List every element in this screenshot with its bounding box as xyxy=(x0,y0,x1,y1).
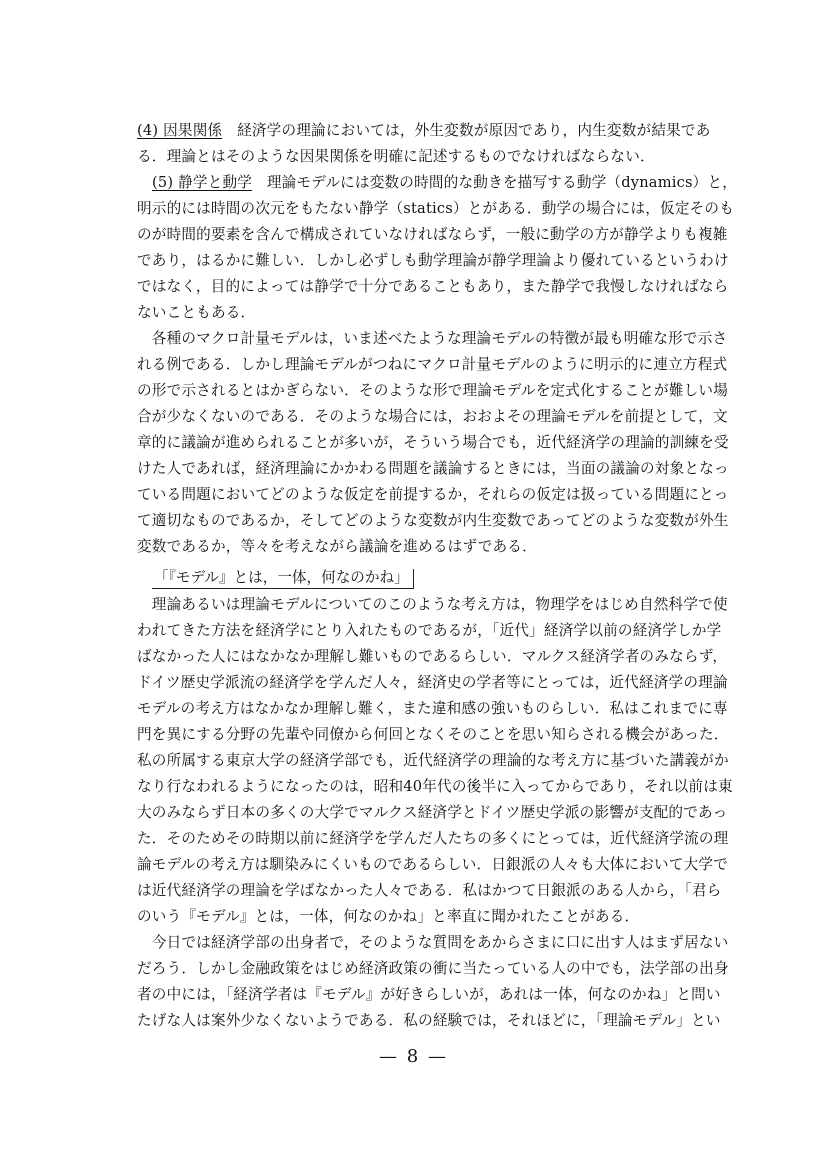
model-paragraph-line: た．そのためその時期以前に経済学を学んだ人たちの多くにとっては，近代経済学流の理 xyxy=(137,830,729,847)
macro-paragraph-line: の形で示されるとはかぎらない．そのような形で理論モデルを定式化することが難しい場 xyxy=(137,382,729,399)
section4-line-2: る．理論とはそのような因果関係を明確に記述するものでなければならない． xyxy=(137,148,655,165)
section5-heading: (5) 静学と動学 xyxy=(152,174,253,191)
page-number: — 8 — xyxy=(379,1046,448,1067)
today-paragraph-line: 今日では経済学部の出身者で，そのような質問をあからさまに口に出す人はまず居ない xyxy=(137,934,729,951)
today-paragraph-line: だろう．しかし金融政策をはじめ経済政策の衝に当たっている人の中でも，法学部の出身 xyxy=(137,960,729,977)
model-paragraph-line: モデルの考え方はなかなか理解し難く，また違和感の強いものらしい．私はこれまでに専 xyxy=(137,700,728,717)
section5-line: ではなく，目的によっては静学で十分であることもあり，また静学で我慢しなければなら xyxy=(137,278,729,295)
model-paragraph-line: ばなかった人にはなかなか理解し難いものであるらしい．マルクス経済学者のみならず， xyxy=(137,648,728,665)
section5-line: のが時間的要素を含んで構成されていなければならず，一般に動学の方が静学よりも複雑 xyxy=(137,226,728,243)
macro-paragraph-line: て適切なものであるか，そしてどのような変数が内生変数であってどのような変数が外生 xyxy=(137,512,729,529)
section5-line-1 xyxy=(152,174,738,192)
subheading: 「『モデル』とは，一体，何なのかね」 xyxy=(152,569,414,589)
today-paragraph-line: たげな人は案外少なくないようである．私の経験では，それほどに，「理論モデル」とい xyxy=(137,1012,721,1029)
model-paragraph-line: 大のみならず日本の多くの大学でマルクス経済学とドイツ歴史学派の影響が支配的であっ xyxy=(137,804,728,821)
macro-paragraph-line: れる例である．しかし理論モデルがつねにマクロ計量モデルのように明示的に連立方程式 xyxy=(137,356,728,373)
section4-text: 経済学の理論においては，外生変数が原因であり，内生変数が結果であ xyxy=(222,122,711,139)
model-paragraph-line: 理論あるいは理論モデルについてのこのような考え方は，物理学をはじめ自然科学で使 xyxy=(137,596,728,613)
model-paragraph-line: 論モデルの考え方は馴染みにくいものであるらしい．日銀派の人々も大体において大学で xyxy=(137,856,729,873)
model-paragraph-line: は近代経済学の理論を学ばなかった人々である．私はかつて日銀派のある人から，「君ら xyxy=(137,882,722,899)
macro-paragraph-line: 合が少なくないのである．そのような場合には，おおよその理論モデルを前提として，文 xyxy=(137,408,728,425)
macro-paragraph-line: ている問題においてどのような仮定を前提するか，それらの仮定は扱っている問題にとっ xyxy=(137,486,729,503)
macro-paragraph-line: 章的に議論が進められることが多いが，そういう場合でも，近代経済学の理論的訓練を受 xyxy=(137,434,729,451)
model-paragraph-line: われてきた方法を経済学にとり入れたものであるが，「近代」経済学以前の経済学しか学 xyxy=(137,622,722,639)
model-paragraph-line: なり行なわれるようになったのは，昭和40年代の後半に入ってからであり，それ以前は東 xyxy=(137,778,733,795)
section5-line: ないこともある． xyxy=(137,304,256,321)
section4-line-1 xyxy=(137,122,711,140)
model-paragraph-line: ドイツ歴史学派流の経済学を学んだ人々，経済史の学者等にとっては，近代経済学の理論 xyxy=(137,674,728,691)
today-paragraph-line: 者の中には，「経済学者は『モデル』が好きらしいが，あれは一体，何なのかね」と問い xyxy=(137,986,721,1003)
section5-line: 明示的には時間の次元をもたない静学（statics）とがある．動学の場合には，仮定そのも xyxy=(137,200,735,217)
macro-paragraph-line: 変数であるか，等々を考えながら議論を進めるはずである． xyxy=(137,538,537,555)
macro-paragraph-line: 各種のマクロ計量モデルは，いま述べたような理論モデルの特徴が最も明確な形で示さ xyxy=(137,330,728,347)
model-paragraph-line: 私の所属する東京大学の経済学部でも，近代経済学の理論的な考え方に基づいた講義がか xyxy=(137,752,729,769)
section5-text: 理論モデルには変数の時間的な動きを描写する動学（dynamics）と， xyxy=(252,174,738,191)
model-paragraph-line: 門を異にする分野の先輩や同僚から何回となくそのことを思い知らされる機会があった． xyxy=(137,726,729,743)
model-paragraph-line: のいう『モデル』とは，一体，何なのかね」と率直に聞かれたことがある． xyxy=(137,908,640,925)
section4-heading: (4) 因果関係 xyxy=(137,122,223,139)
macro-paragraph-line: けた人であれば，経済理論にかかわる問題を議論するときには，当面の議論の対象となっ xyxy=(137,460,729,477)
section5-line: であり，はるかに難しい．しかし必ずしも動学理論が静学理論より優れているというわけ xyxy=(137,252,729,269)
